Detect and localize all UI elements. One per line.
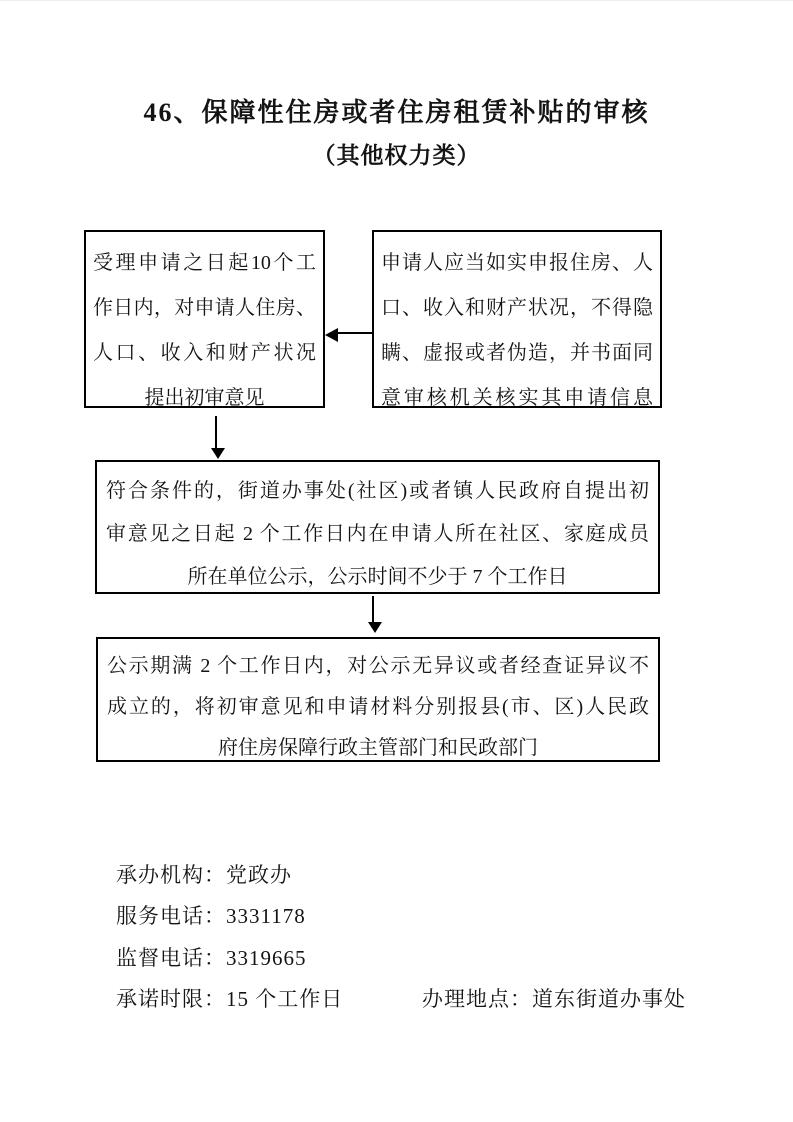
page-title: 46、保障性住房或者住房租赁补贴的审核	[143, 98, 650, 127]
time-limit-label: 承诺时限：	[116, 987, 226, 1011]
arrow-left-icon	[338, 332, 372, 334]
footer-row-agency	[116, 860, 292, 890]
flow-box-initial-review	[84, 230, 325, 408]
location-group	[422, 984, 686, 1014]
footer-row-time-and-location	[116, 984, 736, 1014]
location-label: 办理地点：	[422, 987, 532, 1011]
flow-box-text-line: 审意见之日起 2 个工作日内在申请人所在社区、家庭成员	[106, 523, 649, 545]
arrow-down-icon	[215, 416, 217, 448]
flow-box-text-line: 申请人应当如实申报住房、人	[381, 252, 653, 274]
flow-box-text-line: 符合条件的，街道办事处(社区)或者镇人民政府自提出初	[106, 480, 649, 502]
flow-box-text-line: 受理申请之日起10个工	[93, 252, 316, 274]
agency-label: 承办机构：	[116, 863, 226, 887]
agency-value: 党政办	[226, 863, 292, 887]
flow-box-text-line: 作日内，对申请人住房、	[93, 297, 316, 319]
flow-box-text-line: 府住房保障行政主管部门和民政部门	[218, 737, 538, 759]
time-limit-value: 15 个工作日	[226, 987, 344, 1011]
flow-box-text-line: 瞒、虚报或者伪造，并书面同	[381, 342, 653, 364]
location-value: 道东街道办事处	[532, 987, 686, 1011]
flow-box-text-line: 意审核机关核实其申请信息	[381, 387, 653, 409]
footer-row-service-phone	[116, 901, 306, 931]
flow-box-applicant-duty	[372, 230, 662, 408]
page-subtitle: （其他权力类）	[312, 143, 481, 168]
service-phone-label: 服务电话：	[116, 904, 226, 928]
flow-box-text-line: 人口、收入和财产状况	[93, 342, 316, 364]
flow-box-text-line: 所在单位公示，公示时间不少于 7 个工作日	[187, 566, 568, 588]
flow-box-text-line: 成立的，将初审意见和申请材料分别报县(市、区)人民政	[107, 696, 649, 718]
flow-box-publicity	[95, 460, 660, 594]
service-phone-value: 3331178	[226, 904, 306, 928]
flow-box-text-line: 提出初审意见	[144, 387, 265, 409]
arrow-down-icon	[372, 596, 374, 622]
page-edge-line	[0, 0, 793, 1]
footer-row-supervision-phone	[116, 943, 307, 973]
supervision-phone-value: 3319665	[226, 946, 307, 970]
flow-box-report	[96, 637, 660, 762]
flow-box-text-line: 口、收入和财产状况，不得隐	[381, 297, 653, 319]
flow-box-text-line: 公示期满 2 个工作日内，对公示无异议或者经查证异议不	[107, 655, 649, 677]
supervision-phone-label: 监督电话：	[116, 946, 226, 970]
